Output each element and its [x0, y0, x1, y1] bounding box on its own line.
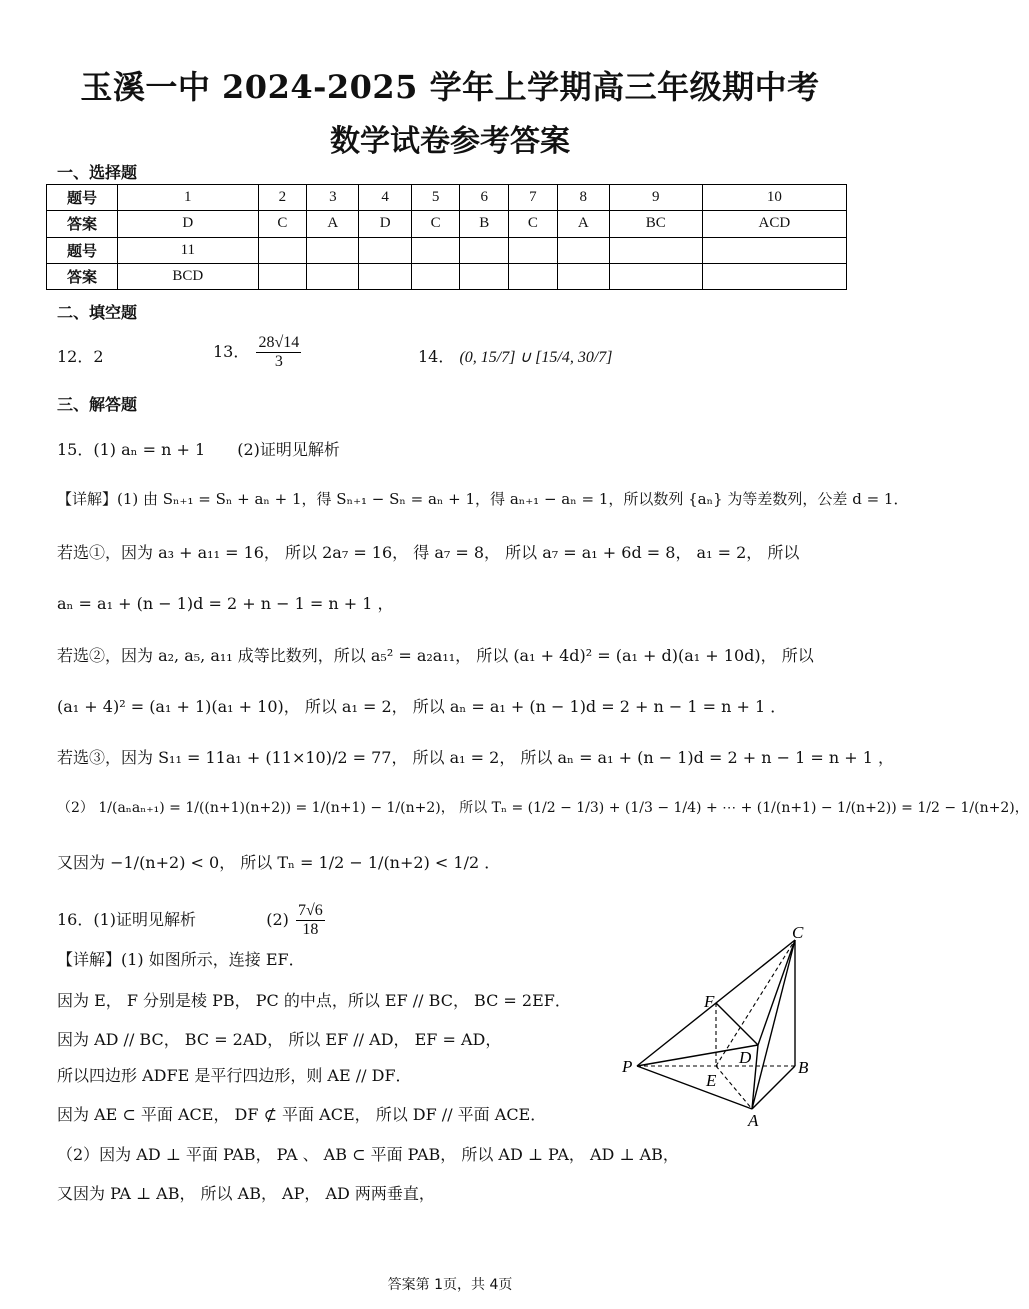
- problem-16-line: （2）因为 AD ⊥ 平面 PAB， PA 、 AB ⊂ 平面 PAB， 所以 AD ⊥ PA， AD ⊥ AB，: [57, 1145, 679, 1164]
- problem-15-line: 又因为 −1/(n+2) < 0， 所以 Tₙ = 1/2 − 1/(n+2) < 1/2 ．: [57, 853, 501, 872]
- table-row: [47, 263, 847, 289]
- table-cell: A: [307, 211, 359, 237]
- problem-16-denominator: 18: [302, 921, 319, 938]
- problem-15-line: aₙ = a₁ + (n − 1)d = 2 + n − 1 = n + 1 ，: [57, 594, 394, 613]
- problem-15-line: （2） 1/(aₙaₙ₊₁) = 1/((n+1)(n+2)) = 1/(n+1) − 1/(n+2)， 所以 Tₙ = (1/2 − 1/3) + (1/3 − 1/4) + ⋯ + (1/(n+1) − 1/(n+2)) = 1/2 − 1/(n+2)，: [57, 800, 1029, 816]
- table-cell: [509, 237, 558, 263]
- table-cell: 8: [557, 185, 609, 211]
- table-cell: D: [359, 211, 411, 237]
- problem-16-title: [57, 902, 327, 939]
- table-cell: [460, 263, 509, 289]
- problem-16-line: 又因为 PA ⊥ AB， 所以 AB， AP， AD 两两垂直，: [57, 1184, 435, 1203]
- answer-14: [418, 344, 613, 367]
- answer-14-label: 14．: [418, 347, 455, 366]
- edge-ac: [752, 940, 795, 1109]
- vertex-label-a: A: [748, 1111, 759, 1130]
- table-cell: [460, 237, 509, 263]
- table-cell: 10: [702, 185, 846, 211]
- vertex-label-c: C: [792, 923, 804, 942]
- table-cell: C: [411, 211, 460, 237]
- answer-13-denominator: 3: [274, 353, 283, 370]
- table-cell: [411, 263, 460, 289]
- vertex-label-e: E: [706, 1071, 717, 1090]
- problem-16-title-right: (2): [266, 910, 289, 929]
- problem-15-line: 若选①，因为 a₃ + a₁₁ = 16， 所以 2a₇ = 16， 得 a₇ = 8， 所以 a₇ = a₁ + 6d = 8， a₁ = 2， 所以: [57, 543, 800, 562]
- answer-13: [213, 334, 303, 371]
- section-heading-choice: 一、选择题: [57, 163, 138, 182]
- table-row: [47, 185, 847, 211]
- segment-fd: [716, 1003, 758, 1045]
- table-cell: [258, 263, 307, 289]
- edge-pa: [637, 1066, 752, 1109]
- problem-16-line: 所以四边形 ADFE 是平行四边形，则 AE // DF．: [57, 1066, 412, 1085]
- table-cell: 9: [609, 185, 702, 211]
- table-cell: [509, 263, 558, 289]
- problem-16-line: 因为 E， F 分别是棱 PB， PC 的中点，所以 EF // BC， BC = 2EF．: [57, 991, 571, 1010]
- table-cell: C: [509, 211, 558, 237]
- row-label: 题号: [47, 237, 118, 263]
- table-row: [47, 237, 847, 263]
- table-cell: [307, 237, 359, 263]
- table-cell: [557, 263, 609, 289]
- table-cell: 4: [359, 185, 411, 211]
- answer-13-fraction: [256, 334, 301, 371]
- row-label: 答案: [47, 263, 118, 289]
- table-cell: BC: [609, 211, 702, 237]
- problem-15-title: 15．(1) aₙ = n + 1 (2)证明见解析: [57, 440, 340, 459]
- table-cell: 7: [509, 185, 558, 211]
- answer-13-numerator: 28√14: [258, 334, 300, 351]
- table-cell: [359, 237, 411, 263]
- problem-16-line: 因为 AE ⊂ 平面 ACE， DF ⊄ 平面 ACE， 所以 DF // 平面 ACE．: [57, 1105, 547, 1124]
- table-cell: ACD: [702, 211, 846, 237]
- page-footer: 答案第 1页，共 4页: [387, 1277, 513, 1293]
- table-cell: [411, 237, 460, 263]
- edge-ab: [752, 1066, 795, 1109]
- vertex-label-f: F: [704, 992, 715, 1011]
- problem-16-title-left: 16．(1)证明见解析: [57, 910, 197, 929]
- problem-16-answer-fraction: [296, 902, 325, 939]
- table-cell: 2: [258, 185, 307, 211]
- section-heading-fill: 二、填空题: [57, 303, 138, 322]
- edge-dc: [758, 940, 795, 1045]
- table-row: [47, 211, 847, 237]
- answer-14-interval: (0, 15/7] ∪ [15/4, 30/7]: [459, 349, 613, 366]
- answer-12: 12．2: [57, 347, 104, 366]
- row-label: 题号: [47, 185, 118, 211]
- problem-16-numerator: 7√6: [297, 902, 323, 919]
- table-cell: [258, 237, 307, 263]
- problem-16-line: 【详解】(1) 如图所示，连接 EF．: [57, 950, 305, 969]
- table-cell: [609, 263, 702, 289]
- pyramid-figure: [620, 920, 820, 1130]
- table-cell: A: [557, 211, 609, 237]
- problem-15-line: 若选②，因为 a₂, a₅, a₁₁ 成等比数列，所以 a₅² = a₂a₁₁， 所以 (a₁ + 4d)² = (a₁ + d)(a₁ + 10d)， 所以: [57, 646, 814, 665]
- table-cell: [702, 263, 846, 289]
- table-cell: C: [258, 211, 307, 237]
- table-cell: [609, 237, 702, 263]
- table-cell: [557, 237, 609, 263]
- table-cell: [702, 237, 846, 263]
- table-cell: 1: [118, 185, 259, 211]
- table-cell: 3: [307, 185, 359, 211]
- table-cell: 6: [460, 185, 509, 211]
- vertex-label-b: B: [798, 1058, 809, 1077]
- table-cell: D: [118, 211, 259, 237]
- problem-15-line: 若选③，因为 S₁₁ = 11a₁ + (11×10)/2 = 77， 所以 a₁ = 2， 所以 aₙ = a₁ + (n − 1)d = 2 + n − 1 = n + 1 ，: [57, 748, 895, 767]
- table-cell: 5: [411, 185, 460, 211]
- problem-16-line: 因为 AD // BC， BC = 2AD， 所以 EF // AD， EF = AD，: [57, 1030, 502, 1049]
- vertex-label-d: D: [739, 1048, 752, 1067]
- answer-13-label: 13．: [213, 342, 250, 361]
- row-label: 答案: [47, 211, 118, 237]
- table-cell: [359, 263, 411, 289]
- segment-ec-hidden: [716, 940, 795, 1066]
- problem-15-line: (a₁ + 4)² = (a₁ + 1)(a₁ + 10)， 所以 a₁ = 2， 所以 aₙ = a₁ + (n − 1)d = 2 + n − 1 = n + 1 ．: [57, 697, 787, 716]
- answer-table: [46, 184, 847, 290]
- problem-15-line: 【详解】(1) 由 Sₙ₊₁ = Sₙ + aₙ + 1，得 Sₙ₊₁ − Sₙ = aₙ + 1，得 aₙ₊₁ − aₙ = 1，所以数列 {aₙ} 为等差数列，公差 d = 1．: [57, 490, 909, 508]
- table-cell: B: [460, 211, 509, 237]
- page-subtitle: 数学试卷参考答案: [330, 124, 570, 159]
- vertex-label-p: P: [622, 1057, 633, 1076]
- table-cell: 11: [118, 237, 259, 263]
- table-cell: [307, 263, 359, 289]
- page-title: 玉溪一中 2024-2025 学年上学期高三年级期中考: [80, 68, 820, 106]
- table-cell: BCD: [118, 263, 259, 289]
- section-heading-solve: 三、解答题: [57, 395, 138, 414]
